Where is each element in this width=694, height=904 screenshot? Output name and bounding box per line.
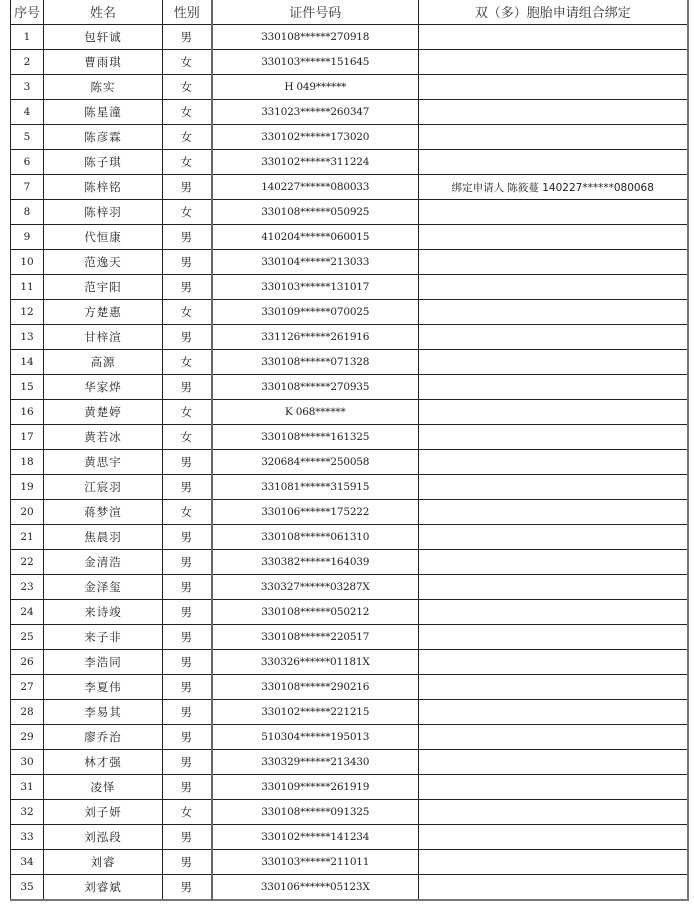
cell-name: 李浩同 (44, 650, 163, 675)
cell-serial-number: 10 (11, 250, 44, 275)
table-row (11, 425, 688, 450)
cell-gender: 男 (163, 700, 212, 725)
cell-twin-binding (419, 250, 688, 275)
cell-serial-number: 6 (11, 150, 44, 175)
applicant-list-sheet (10, 0, 687, 901)
cell-twin-binding (419, 825, 688, 850)
cell-twin-binding (419, 750, 688, 775)
cell-gender: 男 (163, 875, 212, 901)
cell-id-number: 331081******315915 (212, 475, 419, 500)
cell-gender: 男 (163, 850, 212, 875)
cell-name: 陈子琪 (44, 150, 163, 175)
table-row (11, 575, 688, 600)
cell-serial-number: 18 (11, 450, 44, 475)
cell-serial-number: 29 (11, 725, 44, 750)
cell-twin-binding (419, 775, 688, 800)
header-id-number: 证件号码 (212, 0, 419, 25)
table-row (11, 75, 688, 100)
header-serial-number: 序号 (11, 0, 44, 25)
cell-gender: 女 (163, 50, 212, 75)
cell-twin-binding (419, 200, 688, 225)
cell-id-number: 330327******03287X (212, 575, 419, 600)
cell-serial-number: 26 (11, 650, 44, 675)
cell-id-number: 330108******270918 (212, 25, 419, 50)
cell-name: 林才强 (44, 750, 163, 775)
cell-serial-number: 17 (11, 425, 44, 450)
cell-twin-binding (419, 125, 688, 150)
cell-serial-number: 9 (11, 225, 44, 250)
table-row (11, 525, 688, 550)
table-row (11, 250, 688, 275)
cell-id-number: 330108******220517 (212, 625, 419, 650)
header-gender: 性别 (163, 0, 212, 25)
cell-serial-number: 27 (11, 675, 44, 700)
cell-gender: 男 (163, 375, 212, 400)
table-row (11, 700, 688, 725)
table-row (11, 600, 688, 625)
cell-twin-binding (419, 400, 688, 425)
cell-serial-number: 7 (11, 175, 44, 200)
cell-id-number: 330326******01181X (212, 650, 419, 675)
cell-id-number: 330102******221215 (212, 700, 419, 725)
cell-twin-binding (419, 75, 688, 100)
cell-gender: 男 (163, 275, 212, 300)
cell-gender: 男 (163, 525, 212, 550)
table-row (11, 500, 688, 525)
cell-name: 刘泓段 (44, 825, 163, 850)
table-row (11, 750, 688, 775)
cell-id-number: 330106******175222 (212, 500, 419, 525)
cell-name: 方楚惠 (44, 300, 163, 325)
cell-id-number: 330102******173020 (212, 125, 419, 150)
cell-gender: 男 (163, 250, 212, 275)
cell-id-number: 331126******261916 (212, 325, 419, 350)
cell-gender: 女 (163, 75, 212, 100)
cell-gender: 男 (163, 325, 212, 350)
cell-serial-number: 12 (11, 300, 44, 325)
table-body (11, 25, 688, 901)
cell-twin-binding (419, 575, 688, 600)
cell-id-number: K 068****** (212, 400, 419, 425)
cell-name: 陈梓铭 (44, 175, 163, 200)
table-row (11, 675, 688, 700)
cell-twin-binding (419, 450, 688, 475)
cell-name: 黄思宇 (44, 450, 163, 475)
cell-twin-binding (419, 225, 688, 250)
cell-id-number: 330108******050212 (212, 600, 419, 625)
cell-gender: 女 (163, 300, 212, 325)
table-row (11, 175, 688, 200)
cell-id-number: 510304******195013 (212, 725, 419, 750)
cell-name: 蒋梦渲 (44, 500, 163, 525)
table-row (11, 625, 688, 650)
cell-twin-binding (419, 600, 688, 625)
cell-id-number: 410204******060015 (212, 225, 419, 250)
cell-name: 陈实 (44, 75, 163, 100)
cell-twin-binding (419, 325, 688, 350)
table-row (11, 775, 688, 800)
table-header-row (11, 0, 688, 25)
cell-serial-number: 35 (11, 875, 44, 901)
cell-name: 来子非 (44, 625, 163, 650)
cell-twin-binding (419, 50, 688, 75)
cell-serial-number: 30 (11, 750, 44, 775)
cell-name: 陈星潼 (44, 100, 163, 125)
cell-twin-binding (419, 25, 688, 50)
cell-id-number: 330329******213430 (212, 750, 419, 775)
cell-id-number: 330108******061310 (212, 525, 419, 550)
table-row (11, 25, 688, 50)
table-row (11, 850, 688, 875)
cell-name: 刘睿斌 (44, 875, 163, 901)
cell-serial-number: 8 (11, 200, 44, 225)
cell-twin-binding (419, 650, 688, 675)
cell-id-number: 330108******161325 (212, 425, 419, 450)
table-row (11, 550, 688, 575)
cell-serial-number: 13 (11, 325, 44, 350)
table-row (11, 150, 688, 175)
cell-twin-binding (419, 375, 688, 400)
cell-serial-number: 16 (11, 400, 44, 425)
cell-gender: 男 (163, 600, 212, 625)
cell-name: 刘子妍 (44, 800, 163, 825)
cell-name: 黄楚婷 (44, 400, 163, 425)
cell-name: 代恒康 (44, 225, 163, 250)
cell-name: 廖乔治 (44, 725, 163, 750)
cell-name: 金泽玺 (44, 575, 163, 600)
cell-gender: 女 (163, 400, 212, 425)
cell-serial-number: 34 (11, 850, 44, 875)
cell-gender: 男 (163, 650, 212, 675)
cell-id-number: 330103******151645 (212, 50, 419, 75)
cell-serial-number: 2 (11, 50, 44, 75)
cell-gender: 男 (163, 625, 212, 650)
header-twin-binding: 双（多）胞胎申请组合绑定 (419, 0, 688, 25)
cell-serial-number: 32 (11, 800, 44, 825)
cell-name: 焦晨羽 (44, 525, 163, 550)
cell-name: 华家烨 (44, 375, 163, 400)
cell-name: 来诗竣 (44, 600, 163, 625)
cell-twin-binding (419, 350, 688, 375)
cell-gender: 男 (163, 575, 212, 600)
cell-name: 江宸羽 (44, 475, 163, 500)
table-row (11, 275, 688, 300)
cell-gender: 男 (163, 225, 212, 250)
cell-serial-number: 11 (11, 275, 44, 300)
cell-gender: 男 (163, 825, 212, 850)
cell-gender: 男 (163, 175, 212, 200)
cell-gender: 女 (163, 100, 212, 125)
cell-id-number: 330106******05123X (212, 875, 419, 901)
cell-gender: 男 (163, 550, 212, 575)
cell-serial-number: 22 (11, 550, 44, 575)
table-row (11, 125, 688, 150)
cell-serial-number: 31 (11, 775, 44, 800)
cell-gender: 男 (163, 675, 212, 700)
cell-twin-binding (419, 425, 688, 450)
cell-id-number: 140227******080033 (212, 175, 419, 200)
cell-serial-number: 5 (11, 125, 44, 150)
table-row (11, 50, 688, 75)
cell-id-number: 330108******071328 (212, 350, 419, 375)
cell-serial-number: 21 (11, 525, 44, 550)
cell-id-number: 330103******211011 (212, 850, 419, 875)
cell-twin-binding: 绑定申请人 陈筱蔓 140227******080068 (419, 175, 688, 200)
cell-twin-binding (419, 475, 688, 500)
cell-name: 黄若冰 (44, 425, 163, 450)
cell-id-number: 330104******213033 (212, 250, 419, 275)
cell-gender: 男 (163, 775, 212, 800)
cell-twin-binding (419, 675, 688, 700)
cell-twin-binding (419, 850, 688, 875)
cell-twin-binding (419, 725, 688, 750)
cell-gender: 女 (163, 500, 212, 525)
cell-gender: 男 (163, 475, 212, 500)
cell-gender: 男 (163, 725, 212, 750)
table-row (11, 875, 688, 901)
cell-serial-number: 25 (11, 625, 44, 650)
cell-twin-binding (419, 700, 688, 725)
cell-name: 甘梓渲 (44, 325, 163, 350)
cell-name: 曹雨琪 (44, 50, 163, 75)
cell-id-number: H 049****** (212, 75, 419, 100)
cell-serial-number: 19 (11, 475, 44, 500)
cell-twin-binding (419, 275, 688, 300)
cell-name: 范宇阳 (44, 275, 163, 300)
cell-id-number: 330382******164039 (212, 550, 419, 575)
cell-name: 范逸天 (44, 250, 163, 275)
cell-id-number: 330108******290216 (212, 675, 419, 700)
cell-gender: 女 (163, 350, 212, 375)
table-row (11, 725, 688, 750)
cell-gender: 女 (163, 200, 212, 225)
table-row (11, 450, 688, 475)
table-row (11, 325, 688, 350)
table-row (11, 100, 688, 125)
table-row (11, 400, 688, 425)
cell-name: 陈梓羽 (44, 200, 163, 225)
table-row (11, 350, 688, 375)
table-row (11, 300, 688, 325)
cell-id-number: 330102******141234 (212, 825, 419, 850)
cell-twin-binding (419, 500, 688, 525)
cell-name: 李易其 (44, 700, 163, 725)
table-row (11, 200, 688, 225)
cell-id-number: 330109******261919 (212, 775, 419, 800)
cell-id-number: 320684******250058 (212, 450, 419, 475)
cell-id-number: 330108******050925 (212, 200, 419, 225)
cell-twin-binding (419, 525, 688, 550)
cell-gender: 女 (163, 125, 212, 150)
cell-serial-number: 33 (11, 825, 44, 850)
cell-name: 包轩诚 (44, 25, 163, 50)
cell-serial-number: 14 (11, 350, 44, 375)
cell-twin-binding (419, 875, 688, 901)
cell-gender: 男 (163, 750, 212, 775)
cell-name: 凌怿 (44, 775, 163, 800)
cell-twin-binding (419, 550, 688, 575)
cell-serial-number: 28 (11, 700, 44, 725)
cell-gender: 女 (163, 150, 212, 175)
cell-id-number: 330109******070025 (212, 300, 419, 325)
cell-serial-number: 24 (11, 600, 44, 625)
cell-serial-number: 1 (11, 25, 44, 50)
table-row (11, 475, 688, 500)
header-name: 姓名 (44, 0, 163, 25)
cell-id-number: 330102******311224 (212, 150, 419, 175)
cell-name: 高源 (44, 350, 163, 375)
cell-name: 李夏伟 (44, 675, 163, 700)
cell-gender: 女 (163, 425, 212, 450)
cell-twin-binding (419, 625, 688, 650)
cell-serial-number: 15 (11, 375, 44, 400)
cell-twin-binding (419, 100, 688, 125)
cell-serial-number: 23 (11, 575, 44, 600)
table-row (11, 225, 688, 250)
cell-twin-binding (419, 800, 688, 825)
cell-serial-number: 20 (11, 500, 44, 525)
cell-name: 金清浩 (44, 550, 163, 575)
table-row (11, 800, 688, 825)
cell-id-number: 330103******131017 (212, 275, 419, 300)
cell-id-number: 330108******270935 (212, 375, 419, 400)
cell-id-number: 331023******260347 (212, 100, 419, 125)
cell-gender: 男 (163, 25, 212, 50)
cell-name: 刘睿 (44, 850, 163, 875)
cell-name: 陈彦霖 (44, 125, 163, 150)
cell-serial-number: 4 (11, 100, 44, 125)
cell-twin-binding (419, 150, 688, 175)
cell-serial-number: 3 (11, 75, 44, 100)
table-row (11, 825, 688, 850)
applicant-table (10, 0, 689, 901)
table-row (11, 375, 688, 400)
cell-gender: 女 (163, 800, 212, 825)
cell-gender: 男 (163, 450, 212, 475)
cell-twin-binding (419, 300, 688, 325)
cell-id-number: 330108******091325 (212, 800, 419, 825)
table-row (11, 650, 688, 675)
